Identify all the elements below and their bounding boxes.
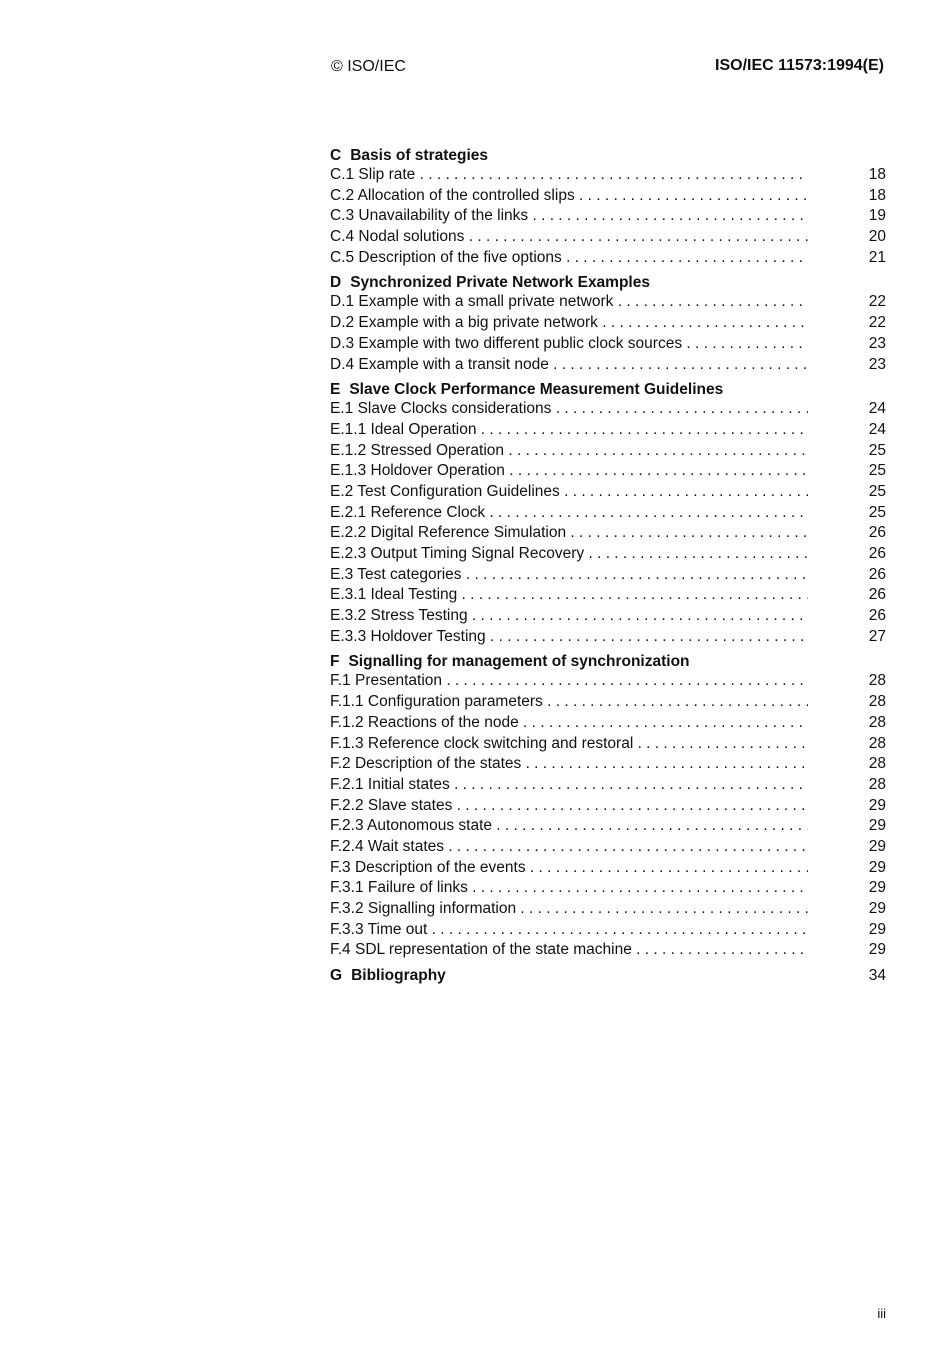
section-title: Synchronized Private Network Examples [350,274,650,292]
toc-entry-page: 29 [868,837,886,855]
toc-entry [330,441,886,462]
toc-section [330,146,886,268]
toc-entry-page: 28 [868,755,886,773]
toc-entry [330,355,886,376]
toc-entry [330,420,886,441]
toc-entry-page: 28 [868,693,886,711]
toc-entry [330,940,886,961]
toc-entry-page: 28 [868,734,886,752]
toc-entry [330,399,886,420]
toc-entry-label: F.1.3 Reference clock switching and restoral . . . [330,734,808,755]
toc-entry [330,754,886,775]
toc-entry-page: 28 [868,672,886,690]
toc-entry [330,227,886,248]
toc-entry-label: E.1 Slave Clocks considerations . . . [330,399,808,420]
toc-entry-page: 29 [868,858,886,876]
section-letter: G [330,967,343,985]
toc-entry-label: F.2.1 Initial states . . . [330,775,808,796]
toc-entry [330,585,886,606]
toc-entry-page: 24 [868,420,886,438]
table-of-contents [330,146,886,990]
section-title: Signalling for management of synchronization [348,653,690,671]
toc-entry-label: F.4 SDL representation of the state machine . . . [330,940,808,961]
toc-entry-label: E.2 Test Configuration Guidelines . . . [330,482,808,503]
toc-entry-label: F.1 Presentation . . . [330,671,808,692]
toc-entry-page: 22 [868,314,886,332]
toc-entry-label: F.3.1 Failure of links . . . [330,878,808,899]
toc-entry-page: 28 [868,775,886,793]
section-heading [330,380,886,399]
page-number: iii [877,1306,886,1321]
toc-entry-label: F.1.1 Configuration parameters . . . [330,692,808,713]
toc-entry [330,878,886,899]
section-letter: F [330,653,340,671]
toc-section [330,380,886,647]
toc-entry-page: 29 [868,920,886,938]
toc-section [330,273,886,375]
toc-entry-label: E.3 Test categories . . . [330,565,808,586]
toc-entry-label: E.3.2 Stress Testing . . . [330,606,808,627]
toc-entry-label: F.3.2 Signalling information . . . [330,899,808,920]
toc-entry-label: C.5 Description of the five options . . . [330,248,808,269]
toc-entry-page: 27 [868,627,886,645]
toc-entry [330,292,886,313]
toc-entry [330,313,886,334]
section-page: 34 [868,967,886,985]
toc-entry [330,713,886,734]
toc-entry [330,816,886,837]
toc-entry [330,692,886,713]
toc-entry [330,899,886,920]
toc-entry-page: 25 [868,462,886,480]
toc-entry-page: 29 [868,796,886,814]
toc-entry [330,206,886,227]
toc-entry-page: 23 [868,334,886,352]
toc-entry-page: 25 [868,441,886,459]
toc-entry-page: 29 [868,900,886,917]
toc-entry [330,186,886,207]
toc-entry [330,334,886,355]
toc-entry-label: F.2.4 Wait states . . . [330,837,808,858]
toc-entry-label: F.1.2 Reactions of the node . . . [330,713,808,734]
toc-entry [330,544,886,565]
toc-entry-label: E.1.1 Ideal Operation . . . [330,420,808,441]
section-title: Slave Clock Performance Measurement Guidelines [349,381,724,399]
toc-entry [330,858,886,879]
toc-entry-label: E.2.1 Reference Clock . . . [330,503,808,524]
toc-entry [330,734,886,755]
toc-entry [330,775,886,796]
toc-entry-label: E.2.2 Digital Reference Simulation . . . [330,523,808,544]
toc-entry [330,565,886,586]
header-copyright: © ISO/IEC [331,58,406,75]
toc-entry-label: F.3 Description of the events . . . [330,858,808,879]
toc-entry [330,523,886,544]
section-letter: C [330,147,342,164]
toc-entry [330,165,886,186]
toc-entry-label: F.2.2 Slave states . . . [330,796,808,817]
section-heading [330,273,886,292]
toc-entry [330,627,886,648]
section-letter: D [330,274,342,292]
toc-entry-page: 23 [868,355,886,373]
section-title: Bibliography [351,967,446,985]
toc-entry-page: 26 [868,565,886,583]
toc-entry-label: E.3.1 Ideal Testing . . . [330,585,808,606]
toc-entry-page: 29 [868,879,886,897]
toc-entry [330,606,886,627]
toc-entry-page: 19 [868,207,886,225]
toc-entry-page: 26 [868,607,886,625]
section-letter: E [330,381,341,399]
toc-entry [330,920,886,941]
toc-entry-page: 26 [868,586,886,604]
toc-entry-label: F.3.3 Time out . . . [330,920,808,941]
toc-entry-label: C.1 Slip rate . . . [330,165,808,186]
toc-entry [330,461,886,482]
section-heading [330,966,886,985]
toc-entry [330,503,886,524]
toc-entry-page: 26 [868,545,886,562]
toc-entry-label: D.3 Example with two different public clock sources . . . [330,334,808,355]
section-heading [330,146,886,165]
toc-entry [330,248,886,269]
toc-entry-page: 22 [868,293,886,311]
toc-entry-page: 18 [868,186,886,204]
toc-entry-label: C.2 Allocation of the controlled slips . . . [330,186,808,207]
toc-entry-label: D.4 Example with a transit node . . . [330,355,808,376]
toc-entry-label: E.1.2 Stressed Operation . . . [330,441,808,462]
toc-section [330,652,886,961]
toc-entry-page: 24 [868,400,886,418]
toc-entry-page: 21 [868,248,886,266]
toc-entry-page: 18 [868,166,886,183]
toc-entry [330,482,886,503]
toc-section [330,966,886,985]
toc-entry [330,837,886,858]
section-heading [330,652,886,671]
toc-entry-page: 25 [868,503,886,521]
toc-entry-page: 29 [868,817,886,835]
toc-entry [330,671,886,692]
toc-entry-label: D.2 Example with a big private network . . . [330,313,808,334]
toc-entry [330,796,886,817]
toc-entry-label: F.2 Description of the states . . . [330,754,808,775]
toc-entry-label: E.1.3 Holdover Operation . . . [330,461,808,482]
toc-entry-label: E.3.3 Holdover Testing . . . [330,627,808,648]
toc-entry-label: E.2.3 Output Timing Signal Recovery . . . [330,544,808,565]
toc-entry-page: 25 [868,482,886,500]
toc-entry-label: C.3 Unavailability of the links . . . [330,206,808,227]
header-standard-id: ISO/IEC 11573:1994(E) [715,57,884,74]
toc-entry-label: D.1 Example with a small private network . . . [330,292,808,313]
toc-entry-label: F.2.3 Autonomous state . . . [330,816,808,837]
toc-entry-page: 26 [868,524,886,542]
toc-entry-label: C.4 Nodal solutions . . . [330,227,808,248]
toc-entry-page: 20 [868,228,886,246]
section-title: Basis of strategies [350,147,489,164]
toc-entry-page: 29 [868,941,886,959]
toc-entry-page: 28 [868,713,886,731]
